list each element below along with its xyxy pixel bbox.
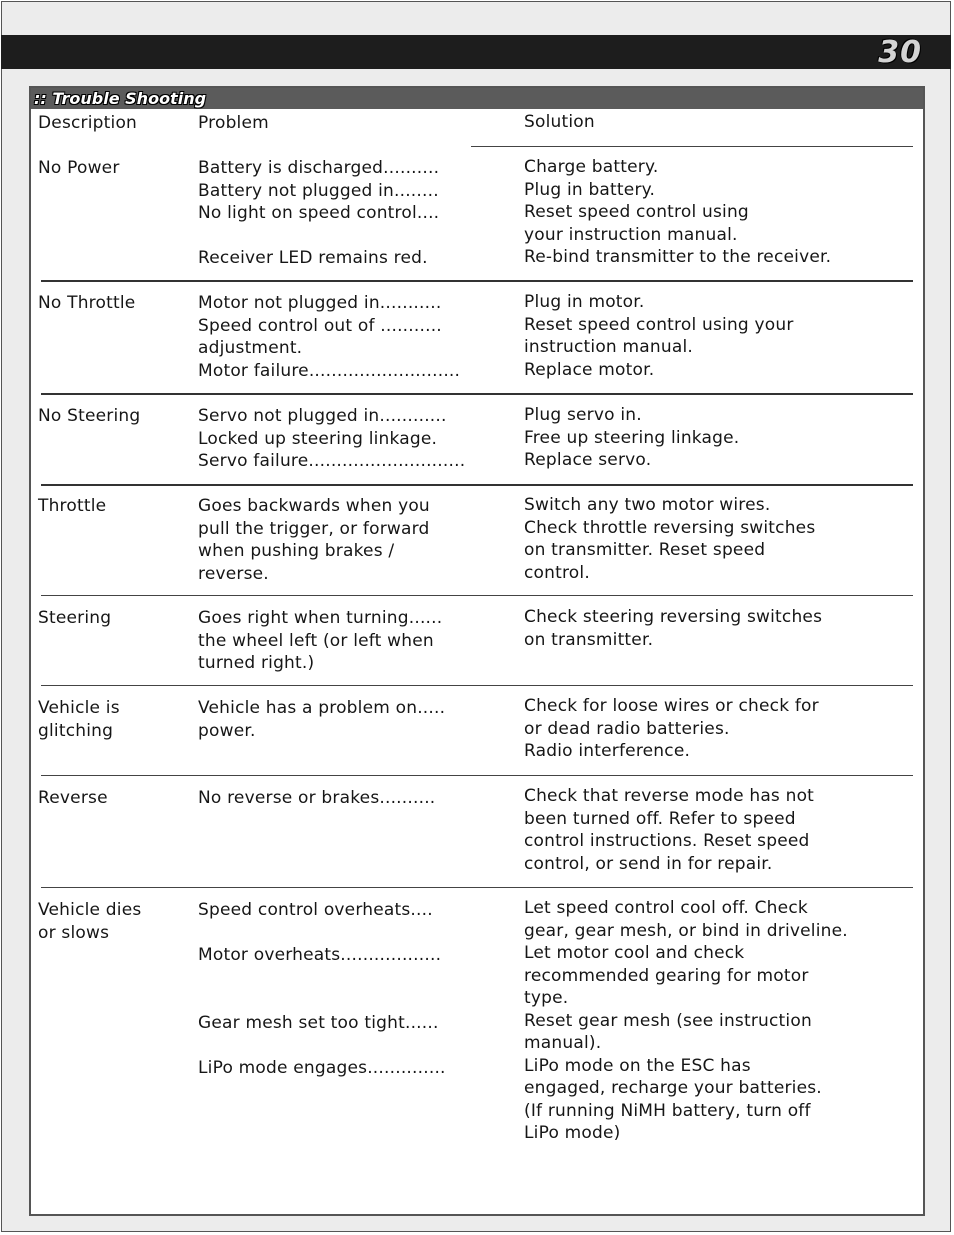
row-no-steering-problem: Servo not plugged in............ Locked up steering linkage. Servo failure............................ bbox=[198, 406, 466, 471]
page-number: 30 bbox=[878, 35, 922, 70]
row-steering-solution: Check steering reversing switches on transmitter. bbox=[524, 607, 823, 650]
row-no-steering-description: No Steering bbox=[38, 406, 141, 426]
row-reverse-problem: No reverse or brakes.......... bbox=[198, 788, 436, 808]
row-glitching-description: Vehicle is glitching bbox=[38, 698, 120, 741]
header-solution: Solution bbox=[524, 112, 595, 132]
row-steering-problem: Goes right when turning...... the wheel left (or left when turned right.) bbox=[198, 608, 443, 673]
row-no-power-solution: Charge battery. Plug in battery. Reset speed control using your instruction manual. Re-bind transmitter to the receiver. bbox=[524, 157, 832, 267]
row-dies-description: Vehicle dies or slows bbox=[38, 900, 142, 943]
row-divider bbox=[41, 775, 913, 776]
section-title: :: Trouble Shooting bbox=[34, 89, 207, 108]
row-divider bbox=[41, 280, 913, 282]
row-glitching-solution: Check for loose wires or check for or dead radio batteries. Radio interference. bbox=[524, 696, 819, 761]
row-reverse-description: Reverse bbox=[38, 788, 108, 808]
row-throttle-description: Throttle bbox=[38, 496, 107, 516]
section-header bbox=[31, 88, 923, 109]
row-divider bbox=[41, 595, 913, 596]
row-no-throttle-solution: Plug in motor. Reset speed control using your instruction manual. Replace motor. bbox=[524, 292, 794, 380]
row-dies-solution: Let speed control cool off. Check gear, gear mesh, or bind in driveline. Let motor cool and check recommended gearing for motor type. Reset gear mesh (see instruction manual). LiPo mode on the ESC has engaged, recharge your batteries. (If running NiMH battery, turn off LiPo mode) bbox=[524, 898, 848, 1143]
row-divider bbox=[41, 484, 913, 486]
row-glitching-problem: Vehicle has a problem on..... power. bbox=[198, 698, 446, 741]
row-no-power-description: No Power bbox=[38, 158, 120, 178]
trouble-shooting-panel bbox=[29, 86, 925, 1216]
row-no-power-problem: Battery is discharged.......... Battery not plugged in........ No light on speed control.... Receiver LED remains red. bbox=[198, 158, 440, 268]
row-divider bbox=[41, 887, 913, 888]
header-description: Description bbox=[38, 113, 138, 133]
row-no-steering-solution: Plug servo in. Free up steering linkage. Replace servo. bbox=[524, 405, 740, 470]
header-divider bbox=[471, 146, 913, 147]
row-no-throttle-problem: Motor not plugged in........... Speed control out of ........... adjustment. Motor failure........................... bbox=[198, 293, 461, 381]
header-problem: Problem bbox=[198, 113, 269, 133]
row-divider bbox=[41, 393, 913, 395]
row-dies-problem: Speed control overheats.... Motor overheats.................. Gear mesh set too tight...... LiPo mode engages.............. bbox=[198, 900, 446, 1078]
row-steering-description: Steering bbox=[38, 608, 112, 628]
row-reverse-solution: Check that reverse mode has not been turned off. Refer to speed control instructions. Reset speed control, or send in for repair. bbox=[524, 786, 815, 874]
row-divider bbox=[41, 685, 913, 686]
row-no-throttle-description: No Throttle bbox=[38, 293, 136, 313]
row-throttle-problem: Goes backwards when you pull the trigger, or forward when pushing brakes / reverse. bbox=[198, 496, 430, 584]
page-header-band bbox=[1, 35, 951, 69]
row-throttle-solution: Switch any two motor wires. Check throttle reversing switches on transmitter. Reset speed control. bbox=[524, 495, 816, 583]
